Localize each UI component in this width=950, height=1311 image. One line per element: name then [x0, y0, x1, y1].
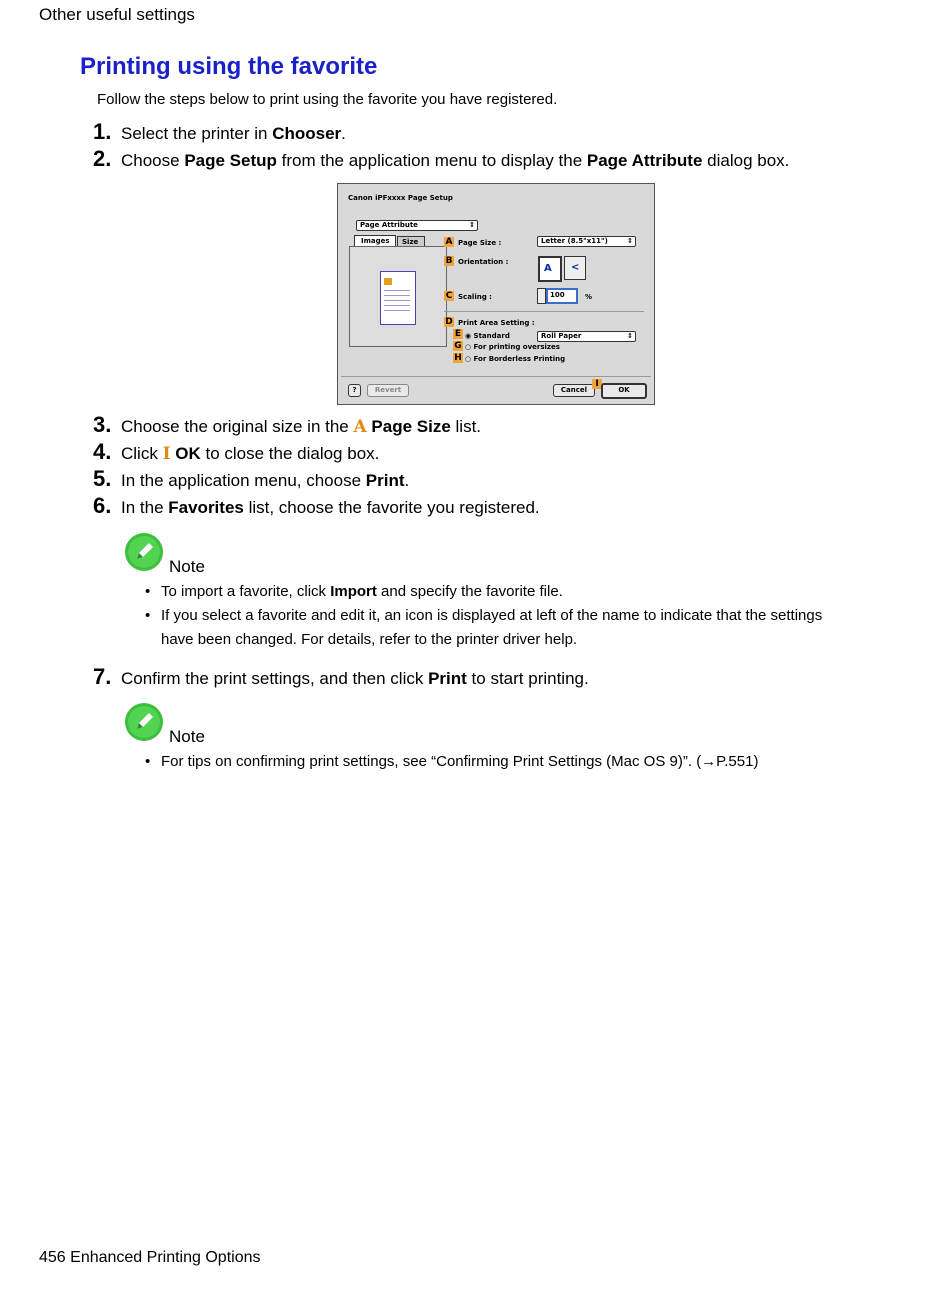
scaling-stepper-icon[interactable]: [537, 288, 546, 304]
dialog-title: Canon iPFxxxx Page Setup: [348, 194, 453, 202]
note-label: Note: [169, 557, 205, 576]
divider: [444, 311, 644, 312]
page-size-label: Page Size :: [458, 239, 502, 247]
percent-label: %: [585, 293, 593, 301]
callout-c: C: [445, 291, 453, 301]
step-2: 2. Choose Page Setup from the application menu to display the Page Attribute dialog box.: [93, 146, 790, 171]
callout-e: E: [454, 329, 462, 339]
note-list: [145, 750, 758, 774]
callout-i: I: [592, 379, 602, 389]
page-title: Printing using the favorite: [80, 53, 378, 80]
note-block: [124, 702, 205, 747]
running-head: Other useful settings: [39, 5, 195, 24]
callout-h: H: [454, 353, 462, 363]
page-preview: [380, 271, 416, 325]
scaling-input[interactable]: 100: [546, 288, 578, 304]
page-size-select[interactable]: Letter (8.5"x11") ⇕: [537, 236, 636, 247]
step-number: 2.: [93, 146, 112, 171]
step-5: 5. In the application menu, choose Print.: [93, 466, 410, 491]
tab-size[interactable]: Size: [397, 236, 425, 247]
scaling-label: Scaling :: [458, 293, 492, 301]
step-number: 1.: [93, 119, 112, 144]
popup-arrow-icon: ⇕: [469, 221, 475, 229]
preview-panel: [349, 246, 447, 347]
step-number: 3.: [93, 412, 112, 437]
portrait-icon[interactable]: A: [538, 256, 562, 282]
note-pencil-icon: [124, 702, 164, 742]
step-number: 4.: [93, 439, 112, 464]
page-setup-dialog: [337, 183, 655, 405]
callout-b: B: [445, 256, 453, 266]
step-6: 6. In the Favorites list, choose the favorite you registered.: [93, 493, 540, 518]
callout-d: D: [445, 317, 453, 327]
list-item: • To import a favorite, click Import and specify the favorite file.: [145, 580, 822, 604]
ok-button[interactable]: OK: [601, 383, 647, 399]
list-item: • If you select a favorite and edit it, an icon is displayed at left of the name to indicate that the settings have been changed. For details, refer to the printer driver help.: [145, 604, 822, 652]
step-4: 4. Click I OK to close the dialog box.: [93, 439, 380, 464]
callout-a: A: [445, 237, 453, 247]
cancel-button[interactable]: Cancel: [553, 384, 595, 397]
list-item: • For tips on confirming print settings, see “Confirming Print Settings (Mac OS 9)”. (→P.551): [145, 750, 758, 774]
standard-radio[interactable]: ◉ Standard: [465, 332, 510, 340]
step-7: 7. Confirm the print settings, and then click Print to start printing.: [93, 664, 589, 689]
note-label: Note: [169, 727, 205, 746]
step-1: 1. Select the printer in Chooser.: [93, 119, 346, 144]
borderless-radio[interactable]: ○ For Borderless Printing: [465, 355, 566, 363]
orientation-label: Orientation :: [458, 258, 509, 266]
callout-i-mark: I: [162, 444, 171, 464]
popup-arrow-icon: ⇕: [627, 237, 633, 245]
note-list: [145, 580, 822, 652]
page-footer: 456 Enhanced Printing Options: [39, 1249, 261, 1266]
tab-images[interactable]: Images: [354, 235, 396, 247]
note-pencil-icon: [124, 532, 164, 572]
step-3: 3. Choose the original size in the A Page Size list.: [93, 412, 482, 437]
intro-text: Follow the steps below to print using the favorite you have registered.: [97, 91, 558, 108]
callout-g: G: [454, 341, 462, 351]
page-attribute-menu[interactable]: Page Attribute ⇕: [356, 220, 478, 231]
roll-paper-select[interactable]: Roll Paper ⇕: [537, 331, 636, 342]
step-number: 5.: [93, 466, 112, 491]
print-area-label: Print Area Setting :: [458, 319, 535, 327]
landscape-icon[interactable]: <: [564, 256, 586, 280]
revert-button[interactable]: Revert: [367, 384, 409, 397]
step-number: 7.: [93, 664, 112, 689]
help-icon[interactable]: ?: [348, 384, 361, 397]
step-number: 6.: [93, 493, 112, 518]
popup-arrow-icon: ⇕: [627, 332, 633, 340]
note-block: [124, 532, 205, 577]
callout-a-mark: A: [353, 417, 367, 437]
oversizes-radio[interactable]: ○ For printing oversizes: [465, 343, 560, 351]
